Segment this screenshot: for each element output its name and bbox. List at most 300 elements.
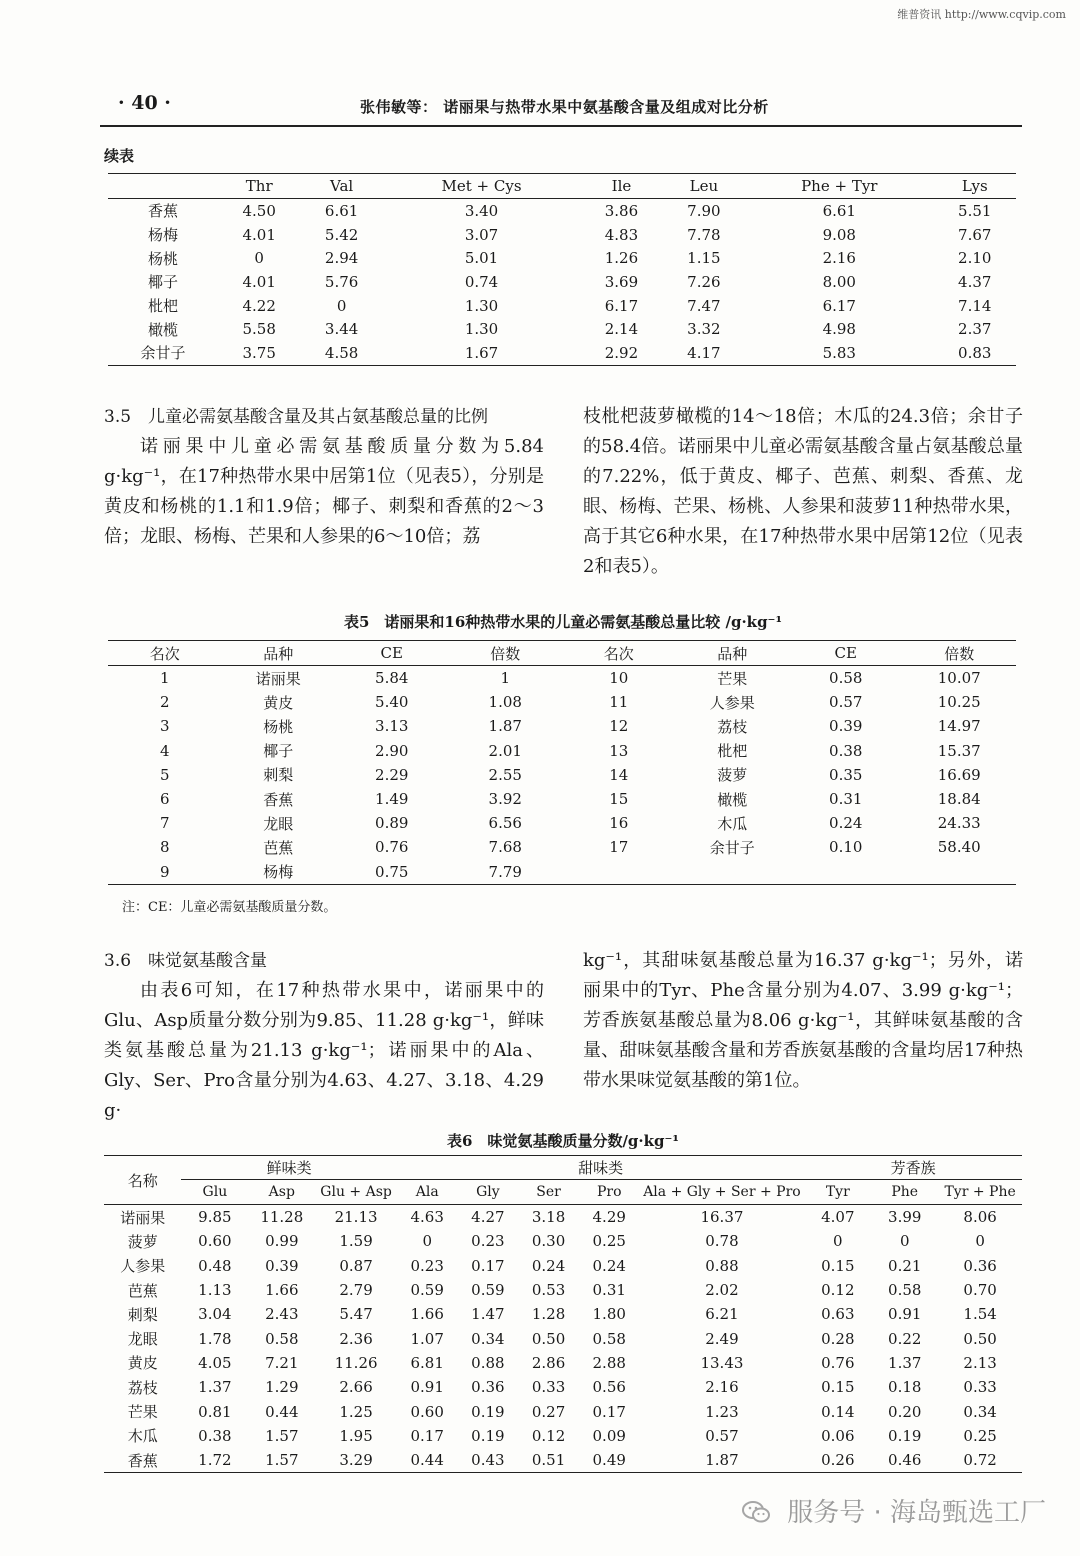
table-cell: 2.13 [963, 1353, 997, 1372]
table-cell: 6.17 [822, 296, 856, 315]
column-header: 名次 [562, 641, 676, 666]
table-cell: 24.33 [937, 814, 981, 833]
table-cell: 0.10 [829, 838, 863, 857]
table-cell: 3.92 [488, 790, 522, 809]
table-cell: 11.26 [334, 1353, 378, 1372]
table-cell: 0.22 [888, 1329, 922, 1348]
table-row [108, 835, 1016, 859]
table-cell: 10.07 [937, 669, 981, 688]
table-cell: 0.24 [531, 1256, 566, 1275]
row-label: 芒果 [127, 1403, 158, 1422]
column-header: CE [789, 641, 903, 666]
table-cell: 5.40 [375, 693, 409, 712]
row-label: 香蕉 [147, 202, 178, 221]
table-cell: 0.18 [888, 1378, 922, 1397]
table5-caption: 表5 诺丽果和16种热带水果的儿童必需氨基酸总量比较 /g·kg⁻¹ [343, 613, 783, 631]
row-label: 荔枝 [127, 1378, 158, 1397]
table-row [108, 860, 1016, 885]
table-cell: 杨梅 [222, 860, 336, 885]
table-cell: 2.36 [339, 1329, 373, 1348]
table-cell: 0.57 [705, 1426, 739, 1445]
table-cell: 4.01 [242, 272, 276, 291]
table-cell: 0.19 [471, 1426, 505, 1445]
footer-watermark [741, 1492, 1046, 1529]
table-cell: 1.59 [339, 1232, 373, 1251]
table-cell: 9.08 [822, 225, 856, 244]
table-cell: 0.60 [198, 1232, 232, 1251]
table-cell: 2.01 [488, 741, 522, 760]
column-header: Ala [397, 1180, 458, 1205]
table-cell: 0.78 [705, 1232, 739, 1251]
table-cell: 3.44 [324, 320, 359, 339]
table-cell: 5.58 [242, 320, 276, 339]
table-cell: 0 [833, 1232, 843, 1251]
table-cell: 1 [159, 669, 170, 688]
site-label: 维普资讯 http://www.cqvip.com [897, 8, 1066, 21]
table-cell: 3.18 [531, 1208, 566, 1227]
column-header: 倍数 [449, 641, 563, 666]
table-cell: 3.69 [604, 272, 639, 291]
table-cell: 7.26 [687, 272, 721, 291]
table-cell: 2.10 [958, 249, 992, 268]
table-cell: 4.83 [604, 225, 639, 244]
table-cell: 0 [254, 249, 264, 268]
column-header: Tyr [804, 1180, 871, 1205]
section-3-6-text-left: 由表6可知，在17种热带水果中，诺丽果中的Glu、Asp质量分数分别为9.85、11.28 g·kg⁻¹，鲜味类氨基酸总量为21.13 g·kg⁻¹；诺丽果中的Ala、Gly、Ser、Pro含量分别为4.63、4.27、3.18、4.29 g· [104, 980, 544, 1121]
table-cell: 6.21 [705, 1305, 739, 1324]
table-cell: 5 [159, 765, 170, 784]
table-cell: 8 [159, 838, 170, 857]
table-row [108, 341, 1016, 365]
table-cell: 4.58 [300, 341, 382, 365]
table-cell: 0.56 [592, 1378, 626, 1397]
table-cell: 0.91 [888, 1305, 922, 1324]
table-row [104, 1424, 1022, 1448]
table-cell: 0.28 [821, 1329, 855, 1348]
table-cell: 17 [609, 838, 629, 857]
table-cell: 0.19 [471, 1402, 505, 1421]
table-cell: 18.84 [937, 790, 981, 809]
table-cell: 0.24 [829, 814, 863, 833]
table-cell: 7.67 [958, 225, 992, 244]
table-cell: 12 [609, 717, 629, 736]
table-cell: 1.95 [339, 1426, 373, 1445]
table-cell [676, 860, 790, 885]
table-cell: 6.56 [488, 814, 522, 833]
table-cell: 15 [609, 790, 629, 809]
table-cell: 0.27 [531, 1402, 566, 1421]
section-3-5-left [104, 402, 544, 552]
table-cell: 0 [422, 1232, 432, 1251]
column-header: Ser [518, 1180, 579, 1205]
table-cell: 1.57 [248, 1448, 315, 1473]
table-cell: 0.19 [888, 1426, 922, 1445]
table-row [108, 666, 1016, 691]
table-cell: 0 [975, 1232, 985, 1251]
table-cell: 10.25 [937, 693, 981, 712]
table-cell: 0.70 [963, 1281, 997, 1300]
table-cell: 0.23 [471, 1232, 505, 1251]
table-row [108, 270, 1016, 294]
column-header: 品种 [676, 641, 790, 666]
column-header: 倍数 [903, 641, 1017, 666]
table-cell: 3 [159, 717, 170, 736]
table5 [108, 640, 1016, 885]
table-cell: 0.24 [592, 1256, 626, 1275]
table-row [104, 1302, 1022, 1326]
table-cell: 4.50 [242, 201, 276, 220]
table-row [108, 763, 1016, 787]
table-cell: 0.39 [265, 1256, 299, 1275]
table-cell: 2.29 [375, 765, 409, 784]
table5-note: 注：CE：儿童必需氨基酸质量分数。 [122, 900, 337, 915]
table-cell: 3.07 [464, 225, 499, 244]
table-cell: 0.17 [410, 1426, 444, 1445]
table-cell: 14.97 [937, 717, 981, 736]
table-cell: 0.36 [963, 1256, 997, 1275]
table-cell: 0.43 [458, 1448, 519, 1473]
table-cell: 0.20 [888, 1402, 922, 1421]
table-cell: 0.23 [410, 1256, 444, 1275]
table-cell: 0.35 [829, 765, 863, 784]
section-3-6-title: 3.6 味觉氨基酸含量 [104, 951, 268, 971]
table-cell: 0.48 [198, 1256, 232, 1275]
table-cell: 0.14 [821, 1402, 855, 1421]
row-label: 橄榄 [147, 320, 178, 339]
table-cell: 0.59 [410, 1281, 444, 1300]
table-cell: 2.49 [705, 1329, 739, 1348]
row-label: 椰子 [147, 273, 178, 292]
table-cell: 7.78 [687, 225, 721, 244]
table-cell: 0.50 [963, 1329, 997, 1348]
table-cell: 13 [609, 741, 629, 760]
table-cell: 0.87 [339, 1256, 373, 1275]
table-cell: 3.13 [375, 717, 409, 736]
table-cell: 1.23 [705, 1402, 739, 1421]
table-cell: 0.15 [821, 1378, 855, 1397]
table-cell: 0.75 [335, 860, 449, 885]
table-row [108, 294, 1016, 318]
page-number: · 40 · [118, 92, 171, 114]
row-label: 香蕉 [104, 1448, 181, 1473]
table6 [104, 1155, 1022, 1473]
table-cell: 0.60 [410, 1402, 444, 1421]
table-cell: 4.01 [242, 225, 276, 244]
row-label: 杨梅 [147, 226, 178, 245]
table-cell: 1.30 [464, 320, 499, 339]
table-cell: 0.33 [531, 1378, 566, 1397]
table-row [108, 317, 1016, 341]
column-header [108, 174, 218, 199]
table-cell: 1.47 [471, 1305, 505, 1324]
column-header: Leu [663, 174, 745, 199]
table-cell: 0.15 [821, 1256, 855, 1275]
table-cell: 6 [159, 790, 170, 809]
table-cell: 0.17 [471, 1256, 505, 1275]
table-cell: 9.85 [198, 1208, 232, 1227]
table-row [104, 1351, 1022, 1375]
column-header: Glu + Asp [315, 1180, 397, 1205]
table-cell: 0.36 [471, 1378, 505, 1397]
table-cell: 7.90 [687, 201, 721, 220]
table-cell [789, 860, 903, 885]
header-rule [100, 125, 1022, 127]
table-cell: 16 [609, 814, 629, 833]
table-cell: 16.37 [700, 1208, 744, 1227]
row-label: 菠萝 [127, 1232, 158, 1251]
table-cell: 1.37 [198, 1378, 232, 1397]
table-cell: 2.66 [339, 1378, 373, 1397]
table-cell: 3.99 [888, 1208, 922, 1227]
table-cell: 0.88 [705, 1256, 739, 1275]
table-cell: 余甘子 [709, 838, 755, 857]
table-cell: 5.51 [958, 201, 992, 220]
column-header: Phe + Tyr [745, 174, 933, 199]
column-header: Gly [458, 1180, 519, 1205]
table-cell: 4.05 [198, 1353, 232, 1372]
table-cell: 1.07 [410, 1329, 444, 1348]
table-cell: 7.47 [687, 296, 721, 315]
table-cell: 0 [336, 296, 347, 315]
table-row [104, 1205, 1022, 1230]
table-cell: 3.86 [604, 201, 639, 220]
table6-name-header: 名称 [104, 1156, 181, 1205]
table-cell: 刺梨 [263, 766, 294, 785]
table-cell: 橄榄 [717, 790, 748, 809]
wechat-icon [741, 1500, 771, 1524]
table-cell: 2.88 [592, 1353, 626, 1372]
table-cell: 6.17 [604, 296, 639, 315]
table-cell: 4.07 [821, 1208, 855, 1227]
continued-table-label: 续表 [104, 147, 135, 165]
table-cell: 6.61 [822, 201, 856, 220]
table-cell: 木瓜 [717, 814, 748, 833]
table-cell: 0.63 [821, 1305, 855, 1324]
column-header: Glu [181, 1180, 248, 1205]
table-cell: 0.53 [531, 1281, 566, 1300]
table-cell: 0.34 [471, 1329, 505, 1348]
table-cell: 1.13 [198, 1281, 232, 1300]
table-cell: 2.90 [375, 741, 409, 760]
table-cell: 3.29 [315, 1448, 397, 1473]
table-cell: 8.00 [822, 272, 856, 291]
table-cell: 5.01 [464, 249, 499, 268]
table-cell: 芭蕉 [263, 838, 294, 857]
table-cell: 11.28 [260, 1208, 304, 1227]
column-header: Lys [934, 174, 1016, 199]
table-cell: 4.27 [471, 1208, 505, 1227]
table-cell: 0.58 [888, 1281, 922, 1300]
row-label: 诺丽果 [120, 1208, 166, 1227]
table-cell: 7.68 [488, 838, 522, 857]
table-cell: 1.78 [198, 1329, 232, 1348]
table-cell: 杨桃 [263, 717, 294, 736]
table-cell: 2.43 [265, 1305, 299, 1324]
table-cell: 3.04 [198, 1305, 232, 1324]
section-3-5-title: 3.5 儿童必需氨基酸含量及其占氨基酸总量的比例 [104, 407, 489, 427]
table-cell: 13.43 [700, 1353, 744, 1372]
table-cell: 0 [899, 1232, 910, 1251]
table-cell: 0.31 [592, 1281, 626, 1300]
column-header: CE [335, 641, 449, 666]
table-cell: 3.75 [218, 341, 300, 365]
column-header: Thr [218, 174, 300, 199]
table-row [108, 199, 1016, 223]
table-cell: 5.83 [745, 341, 933, 365]
table-cell: 芒果 [717, 669, 748, 688]
table6-group-sweet: 甜味类 [397, 1156, 804, 1180]
table-cell: 0.44 [397, 1448, 458, 1473]
table-cell: 2.02 [705, 1281, 739, 1300]
table6-column-row [104, 1180, 1022, 1205]
table-cell: 0.46 [871, 1448, 938, 1473]
table-cell: 0.30 [531, 1232, 566, 1251]
table-cell: 1.67 [383, 341, 580, 365]
section-3-6-text-right: kg⁻¹，其甜味氨基酸总量为16.37 g·kg⁻¹；另外，诺丽果中的Tyr、Phe含量分别为4.07、3.99 g·kg⁻¹；芳香族氨基酸总量为8.06 g·kg⁻¹，其鲜味氨基酸的含量、甜味氨基酸含量和芳香族氨基酸的含量均居17种热带水果味觉氨基酸的第1位。 [583, 950, 1023, 1091]
table-cell: 2.16 [705, 1378, 739, 1397]
table-cell: 7.79 [449, 860, 563, 885]
table-cell: 枇杷 [717, 742, 748, 761]
table-cell: 6.61 [324, 201, 359, 220]
table-row [108, 223, 1016, 247]
table-cell: 0.76 [821, 1353, 855, 1372]
row-label: 枇杷 [147, 297, 178, 316]
table-cell: 1.15 [687, 249, 721, 268]
section-3-5-text-left: 诺丽果中儿童必需氨基酸质量分数为5.84 g·kg⁻¹，在17种热带水果中居第1位（见表5），分别是黄皮和杨桃的1.1和1.9倍；椰子、刺梨和香蕉的2～3倍；龙眼、杨梅、芒果和人参果的6～10倍；荔 [104, 436, 544, 547]
section-3-5-text-right: 枝枇杷菠萝橄榄的14～18倍；木瓜的24.3倍；余甘子的58.4倍。诺丽果中儿童必需氨基酸含量占氨基酸总量的7.22%，低于黄皮、椰子、芭蕉、刺梨、香蕉、龙眼、杨梅、芒果、杨桃、人参果和菠萝11种热带水果，高于其它6种水果，在17种热带水果中居第12位（见表2和表5）。 [583, 406, 1023, 577]
table-row [104, 1229, 1022, 1253]
column-header: Pro [579, 1180, 640, 1205]
row-label: 杨桃 [147, 249, 178, 268]
table-cell: 0.91 [410, 1378, 444, 1397]
table-cell: 人参果 [709, 693, 755, 712]
table-cell: 1.37 [888, 1353, 922, 1372]
table-row [104, 1278, 1022, 1302]
table-cell [562, 860, 676, 885]
table-cell: 0.38 [829, 741, 863, 760]
table-cell: 菠萝 [717, 766, 748, 785]
table-cell: 4.98 [822, 320, 856, 339]
table-cell: 1.54 [963, 1305, 997, 1324]
table-cell: 1.66 [410, 1305, 444, 1324]
table-cell: 0.06 [821, 1426, 855, 1445]
row-label: 黄皮 [127, 1354, 158, 1373]
table-cell: 1.25 [339, 1402, 373, 1421]
table-cell: 4.22 [242, 296, 276, 315]
table-cell: 14 [609, 765, 629, 784]
table-cell: 0.31 [829, 790, 863, 809]
table-cell: 0.21 [888, 1256, 922, 1275]
table-row [108, 787, 1016, 811]
table-cell: 7.14 [958, 296, 992, 315]
table6-group-row [104, 1156, 1022, 1180]
table-cell: 0.89 [375, 814, 409, 833]
table-cell: 0.44 [265, 1402, 299, 1421]
table6-group-aromatic: 芳香族 [804, 1156, 1022, 1180]
table-cell: 0.72 [938, 1448, 1022, 1473]
table-cell: 1.26 [604, 249, 639, 268]
table-cell: 58.40 [937, 838, 981, 857]
column-header: Met + Cys [383, 174, 580, 199]
row-label: 芭蕉 [127, 1281, 158, 1300]
table-cell [903, 860, 1017, 885]
column-header: 名次 [108, 641, 222, 666]
table-cell: 0.74 [464, 272, 499, 291]
table6-caption: 表6 味觉氨基酸质量分数/g·kg⁻¹ [447, 1132, 679, 1150]
table-row [108, 690, 1016, 714]
table-cell: 4.17 [663, 341, 745, 365]
table-cell: 2.92 [580, 341, 662, 365]
continued-table [108, 173, 1016, 366]
table-cell: 1.80 [592, 1305, 626, 1324]
table-row [104, 1375, 1022, 1399]
table-cell: 0.59 [471, 1281, 505, 1300]
column-header: Val [300, 174, 382, 199]
table-cell: 10 [609, 669, 629, 688]
table-cell: 5.76 [324, 272, 359, 291]
table-row [108, 811, 1016, 835]
table-cell: 2.94 [324, 249, 359, 268]
table-cell: 2.14 [604, 320, 639, 339]
table5-header-row [108, 641, 1016, 666]
column-header: Asp [248, 1180, 315, 1205]
table-cell: 0.83 [934, 341, 1016, 365]
table-cell: 5.84 [375, 669, 409, 688]
row-label: 余甘子 [108, 341, 218, 365]
table-cell: 0.39 [829, 717, 863, 736]
table-cell: 2.37 [958, 320, 992, 339]
table-row [104, 1448, 1022, 1473]
table-cell: 龙眼 [263, 814, 294, 833]
running-title: 张伟敏等： 诺丽果与热带水果中氨基酸含量及组成对比分析 [360, 98, 769, 116]
row-label: 刺梨 [127, 1305, 158, 1324]
table-row [104, 1326, 1022, 1350]
table-cell: 1.30 [464, 296, 499, 315]
table-cell: 2.79 [339, 1281, 373, 1300]
table-cell: 4 [159, 741, 170, 760]
table-cell: 0.25 [592, 1232, 626, 1251]
table-cell: 1.87 [488, 717, 522, 736]
table-cell: 2.86 [531, 1353, 566, 1372]
table-cell: 0.58 [265, 1329, 299, 1348]
table-cell: 16.69 [937, 765, 981, 784]
table-cell: 2 [159, 693, 170, 712]
table-cell: 0.51 [518, 1448, 579, 1473]
table-cell: 1.87 [640, 1448, 805, 1473]
table-row [104, 1254, 1022, 1278]
table-row [108, 739, 1016, 763]
table-cell: 1 [500, 669, 511, 688]
table-cell: 11 [609, 693, 629, 712]
table-cell: 0.81 [198, 1402, 232, 1421]
section-3-6-left [104, 946, 544, 1126]
table-cell: 0.38 [198, 1426, 232, 1445]
table-cell: 0.49 [579, 1448, 640, 1473]
table-cell: 1.57 [265, 1426, 299, 1445]
table-cell: 3.32 [687, 320, 721, 339]
column-header: Phe [871, 1180, 938, 1205]
table-cell: 0.57 [829, 693, 863, 712]
column-header: Ala + Gly + Ser + Pro [640, 1180, 805, 1205]
table-cell: 1.72 [181, 1448, 248, 1473]
table-cell: 0.76 [375, 838, 409, 857]
table-cell: 2.16 [822, 249, 856, 268]
table-row [104, 1399, 1022, 1423]
table-cell: 1.08 [488, 693, 522, 712]
row-label: 人参果 [120, 1257, 166, 1276]
table-cell: 0.50 [531, 1329, 566, 1348]
table-cell: 0.26 [804, 1448, 871, 1473]
